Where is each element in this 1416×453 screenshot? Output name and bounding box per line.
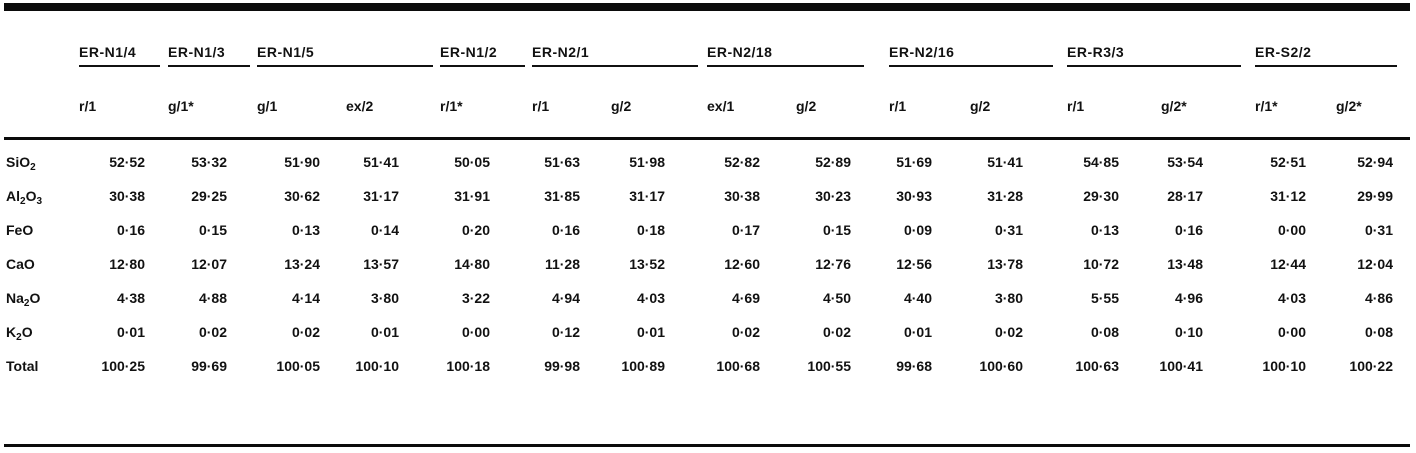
table-cell: 3·22: [461, 290, 490, 306]
sample-header: ER-N2/1: [532, 44, 590, 60]
table-cell: 0·08: [1090, 324, 1119, 340]
table-cell: 100·10: [355, 358, 399, 374]
table-cell: 4·69: [731, 290, 760, 306]
table-cell: 52·82: [724, 154, 760, 170]
table-cell: 0·10: [1174, 324, 1203, 340]
analysis-header: g/2: [796, 98, 817, 114]
analysis-header: r/1*: [1255, 98, 1278, 114]
table-cell: 4·03: [636, 290, 665, 306]
table-cell: 29·25: [191, 188, 227, 204]
sample-header: ER-N1/2: [440, 44, 498, 60]
table-cell: 0·01: [903, 324, 932, 340]
analysis-header: g/1: [257, 98, 278, 114]
table-cell: 51·63: [544, 154, 580, 170]
table-cell: 51·90: [284, 154, 320, 170]
label-text: Total: [6, 358, 39, 374]
table-cell: 52·51: [1270, 154, 1306, 170]
table-cell: 0·16: [116, 222, 145, 238]
sample-header: ER-N1/5: [257, 44, 315, 60]
table-cell: 30·23: [815, 188, 851, 204]
table-cell: 0·16: [1174, 222, 1203, 238]
table-cell: 4·40: [903, 290, 932, 306]
table-cell: 29·30: [1083, 188, 1119, 204]
table-cell: 52·52: [109, 154, 145, 170]
row-label: [6, 153, 36, 171]
table-cell: 100·60: [979, 358, 1023, 374]
table-cell: 100·68: [716, 358, 760, 374]
table-cell: 0·15: [198, 222, 227, 238]
table-cell: 0·02: [822, 324, 851, 340]
table-cell: 51·41: [987, 154, 1023, 170]
table-cell: 54·85: [1083, 154, 1119, 170]
table-cell: 5·55: [1090, 290, 1119, 306]
row-label: [6, 221, 33, 239]
table-cell: 0·13: [291, 222, 320, 238]
table-cell: 100·18: [446, 358, 490, 374]
label-subscript: 2: [30, 162, 36, 173]
table-cell: 30·38: [109, 188, 145, 204]
analysis-header: ex/1: [707, 98, 735, 114]
sample-header: ER-S2/2: [1255, 44, 1312, 60]
table-cell: 0·31: [1364, 222, 1393, 238]
table-cell: 100·25: [101, 358, 145, 374]
table-cell: 0·01: [116, 324, 145, 340]
table-cell: 12·76: [815, 256, 851, 272]
table-cell: 31·85: [544, 188, 580, 204]
table-cell: 31·28: [987, 188, 1023, 204]
label-text: Al: [6, 188, 20, 204]
table-cell: 0·02: [291, 324, 320, 340]
label-text: CaO: [6, 256, 35, 272]
table-cell: 0·31: [994, 222, 1023, 238]
analysis-header: r/1: [79, 98, 97, 114]
label-subscript: 3: [36, 196, 43, 207]
table-cell: 12·56: [896, 256, 932, 272]
label-subscript: 2: [23, 298, 30, 309]
row-label: [6, 255, 35, 273]
table-cell: 99·69: [191, 358, 227, 374]
row-label: [6, 187, 42, 205]
analysis-header: r/1: [1067, 98, 1085, 114]
table-cell: 99·68: [896, 358, 932, 374]
table-cell: 100·89: [621, 358, 665, 374]
table-cell: 10·72: [1083, 256, 1119, 272]
table-cell: 30·62: [284, 188, 320, 204]
table-cell: 50·05: [454, 154, 490, 170]
table-cell: 13·48: [1167, 256, 1203, 272]
table-cell: 3·80: [994, 290, 1023, 306]
table-cell: 4·88: [198, 290, 227, 306]
sample-header: ER-N1/3: [168, 44, 226, 60]
table-cell: 0·09: [903, 222, 932, 238]
table-cell: 51·98: [629, 154, 665, 170]
table-cell: 0·16: [551, 222, 580, 238]
table-cell: 31·17: [363, 188, 399, 204]
analysis-header: r/1: [889, 98, 907, 114]
table-cell: 0·14: [370, 222, 399, 238]
table-cell: 53·32: [191, 154, 227, 170]
table-cell: 52·94: [1357, 154, 1393, 170]
table-cell: 4·50: [822, 290, 851, 306]
table-cell: 11·28: [544, 256, 580, 272]
analysis-header: g/2*: [1336, 98, 1362, 114]
table-cell: 4·86: [1364, 290, 1393, 306]
table-cell: 31·17: [629, 188, 665, 204]
table-cell: 0·02: [731, 324, 760, 340]
analysis-header: g/2: [970, 98, 991, 114]
analysis-header: g/1*: [168, 98, 194, 114]
table-cell: 30·93: [896, 188, 932, 204]
label-text: O: [25, 188, 37, 204]
table-cell: 13·52: [629, 256, 665, 272]
label-text: FeO: [6, 222, 34, 238]
row-label: [6, 289, 40, 307]
table-cell: 0·15: [822, 222, 851, 238]
table-cell: 51·69: [896, 154, 932, 170]
sample-header: ER-N2/16: [889, 44, 955, 60]
table-cell: 0·01: [370, 324, 399, 340]
label-subscript: 2: [16, 332, 22, 343]
table-cell: 100·55: [807, 358, 851, 374]
analysis-header: ex/2: [346, 98, 374, 114]
label-text: Na: [6, 290, 24, 306]
table-cell: 12·44: [1270, 256, 1306, 272]
table-cell: 4·96: [1174, 290, 1203, 306]
sample-header: ER-N2/18: [707, 44, 773, 60]
analysis-header: r/1: [532, 98, 550, 114]
table-cell: 31·12: [1270, 188, 1306, 204]
table-cell: 100·22: [1349, 358, 1393, 374]
table-cell: 0·12: [551, 324, 580, 340]
table-cell: 0·00: [461, 324, 490, 340]
table-cell: 29·99: [1357, 188, 1393, 204]
table-cell: 100·05: [276, 358, 320, 374]
table-cell: 12·04: [1357, 256, 1393, 272]
analysis-header: r/1*: [440, 98, 463, 114]
analysis-header: g/2: [611, 98, 632, 114]
label-text: O: [21, 324, 33, 340]
table-cell: 14·80: [454, 256, 490, 272]
table-cell: 0·18: [636, 222, 665, 238]
table-cell: 3·80: [370, 290, 399, 306]
table-cell: 100·10: [1262, 358, 1306, 374]
row-label: [6, 357, 38, 375]
table-cell: 31·91: [454, 188, 490, 204]
sample-header: ER-N1/4: [79, 44, 137, 60]
table-cell: 53·54: [1167, 154, 1203, 170]
label-text: SiO: [6, 154, 31, 170]
table-cell: 4·94: [551, 290, 580, 306]
table-cell: 13·57: [363, 256, 399, 272]
table-cell: 30·38: [724, 188, 760, 204]
table-cell: 51·41: [363, 154, 399, 170]
table-cell: 4·14: [291, 290, 320, 306]
analysis-header: g/2*: [1161, 98, 1187, 114]
table-cell: 13·78: [987, 256, 1023, 272]
table-cell: 0·17: [731, 222, 760, 238]
table-cell: 13·24: [284, 256, 320, 272]
row-label: [6, 323, 33, 341]
table-cell: 12·07: [191, 256, 227, 272]
table-cell: 0·00: [1277, 324, 1306, 340]
table-cell: 0·08: [1364, 324, 1393, 340]
label-text: K: [6, 324, 17, 340]
table-cell: 0·02: [994, 324, 1023, 340]
table-cell: 0·00: [1277, 222, 1306, 238]
table-cell: 100·41: [1159, 358, 1203, 374]
sample-header: ER-R3/3: [1067, 44, 1125, 60]
table-cell: 12·60: [724, 256, 760, 272]
table-cell: 12·80: [109, 256, 145, 272]
table-cell: 99·98: [544, 358, 580, 374]
table-cell: 52·89: [815, 154, 851, 170]
table-cell: 100·63: [1075, 358, 1119, 374]
table-cell: 4·03: [1277, 290, 1306, 306]
table-cell: 0·20: [461, 222, 490, 238]
table-cell: 0·13: [1090, 222, 1119, 238]
table-cell: 28·17: [1167, 188, 1203, 204]
table-cell: 0·01: [636, 324, 665, 340]
label-text: O: [29, 290, 41, 306]
label-subscript: 2: [20, 196, 26, 207]
table-cell: 4·38: [116, 290, 145, 306]
table-cell: 0·02: [198, 324, 227, 340]
